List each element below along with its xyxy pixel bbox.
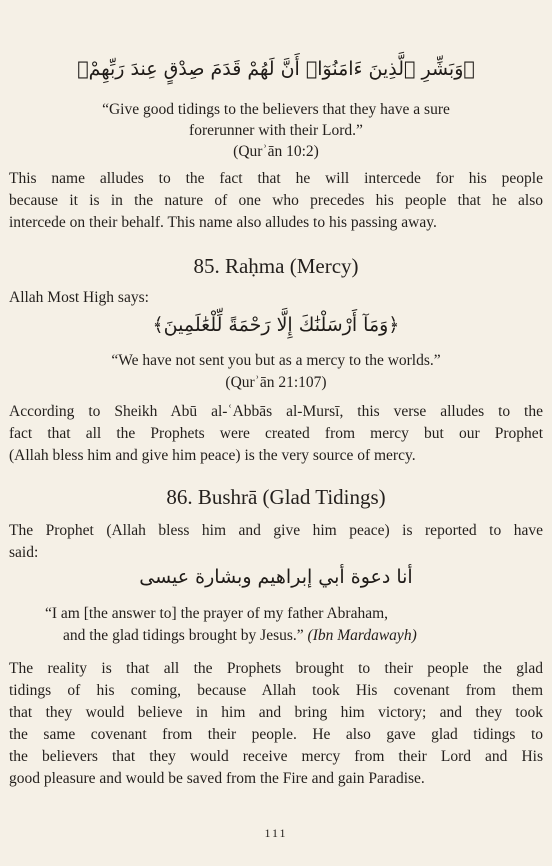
translation-line: forerunner with their Lord.” [189, 122, 363, 139]
translation-text: and the glad tidings brought by Jesus.” [63, 627, 308, 644]
section-heading-85: 85. Raḥma (Mercy) [193, 254, 359, 278]
paragraph-glad-tidings [9, 658, 543, 790]
text-line: said: [9, 544, 39, 561]
hadith-source: (Ibn Mardawayh) [307, 627, 417, 644]
translation-line: “Give good tidings to the believers that they have a sure [102, 101, 450, 118]
text-line: because it is in the nature of one who precedes his people that he also [9, 192, 543, 209]
text-line: Allah Most High says: [9, 289, 149, 306]
text-line: intercede on their behalf. This name also alludes to his passing away. [9, 214, 437, 231]
text-line: (Allah bless him and give him peace) is the very source of mercy. [9, 447, 416, 464]
section-heading-86: 86. Bushrā (Glad Tidings) [166, 485, 386, 509]
text-line: This name alludes to the fact that he will intercede for his people [9, 170, 543, 187]
text-line: The Prophet (Allah bless him and give him peace) is reported to have [9, 522, 543, 539]
translation-line [45, 625, 525, 647]
section-86-intro [9, 520, 543, 564]
text-line: the same covenant from their people. He also gave glad tidings to [9, 726, 543, 743]
verse-citation: (Qurʾān 21:107) [225, 374, 327, 391]
arabic-verse-10-2: ﴿وَبَشِّرِ ٱلَّذِينَ ءَامَنُوٓا۟ أَنَّ لَهُمْ قَدَمَ صِدْقٍ عِندَ رَبِّهِمْ﴾ [77, 58, 475, 80]
text-line: The reality is that all the Prophets brought to their people the glad [9, 660, 543, 677]
section-85-intro [9, 287, 543, 309]
arabic-hadith: أنا دعوة أبي إبراهيم وبشارة عيسى [139, 566, 413, 588]
verse-citation: (Qurʾān 10:2) [233, 143, 319, 160]
text-line: the believers that they would receive mercy from their Lord and His [9, 748, 543, 765]
verse-translation [40, 99, 512, 141]
text-line: fact that all the Prophets were created from mercy but our Prophet [9, 425, 543, 442]
translation-line: “I am [the answer to] the prayer of my father Abraham, [45, 605, 389, 622]
hadith-translation [45, 603, 525, 647]
text-line: good pleasure and would be saved from the Fire and gain Paradise. [9, 770, 425, 787]
paragraph-mercy [9, 401, 543, 467]
text-line: that they would believe in him and bring him victory; and they took [9, 704, 543, 721]
paragraph-forerunner [9, 168, 543, 234]
text-line: According to Sheikh Abū al-ʿAbbās al-Mursī, this verse alludes to the [9, 403, 543, 420]
page-number: 111 [264, 826, 288, 840]
arabic-verse-21-107: ﴿وَمَآ أَرْسَلْنَٰكَ إِلَّا رَحْمَةً لِّلْعَٰلَمِينَ﴾ [152, 314, 400, 336]
text-line: tidings of his coming, because Allah took His covenant from them [9, 682, 543, 699]
verse-translation: “We have not sent you but as a mercy to the worlds.” [111, 352, 441, 369]
